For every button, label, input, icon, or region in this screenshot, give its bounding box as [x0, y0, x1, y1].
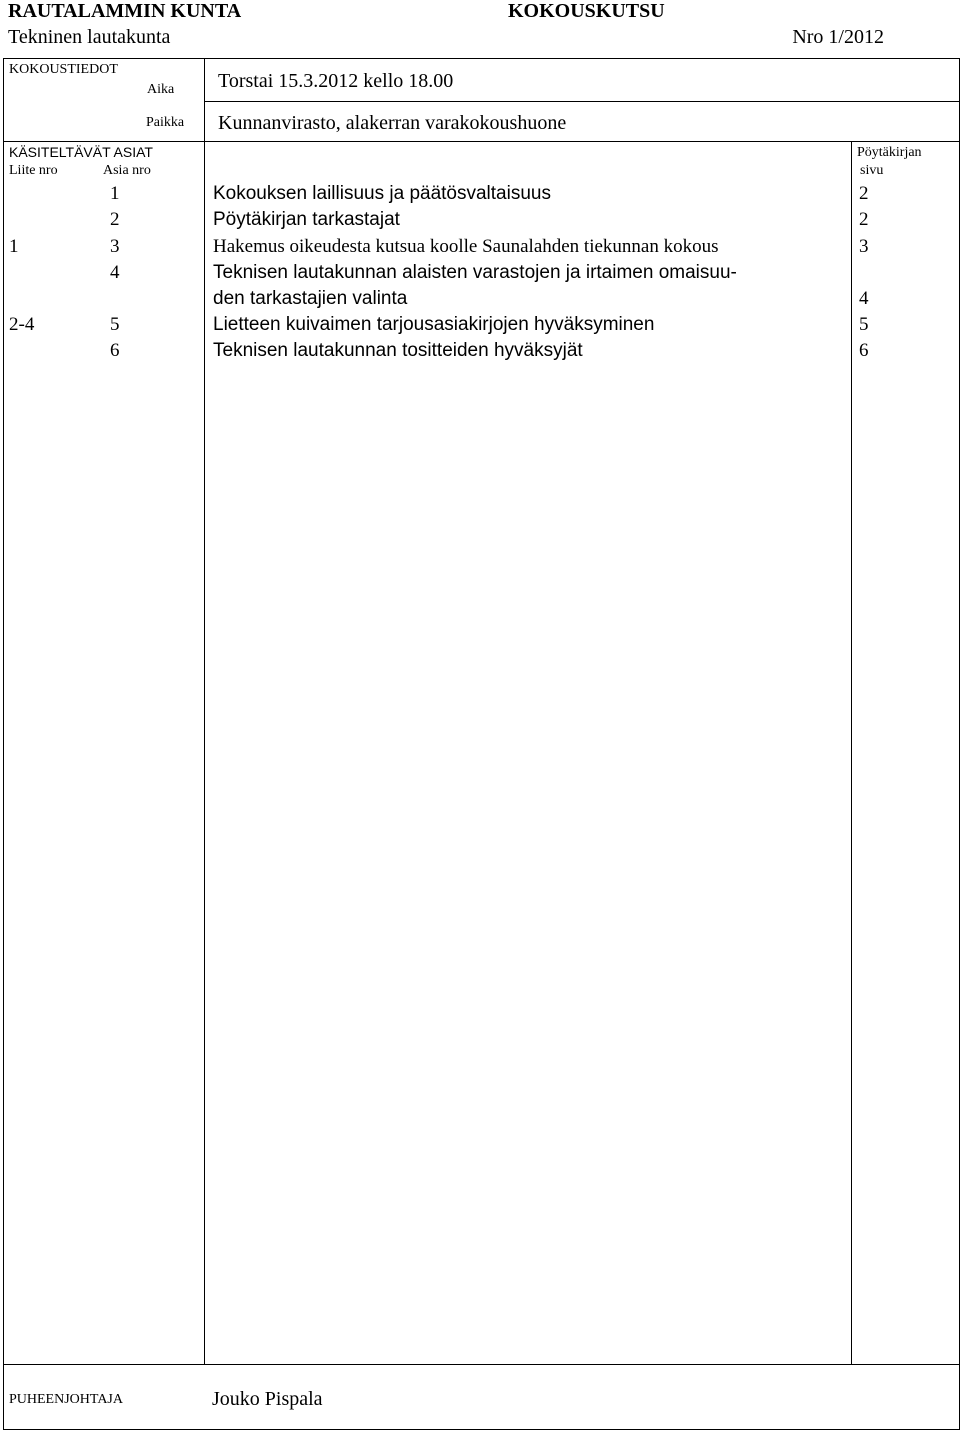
meeting-info-label: KOKOUSTIEDOT: [9, 62, 118, 77]
document-type: KOKOUSKUTSU: [508, 0, 665, 22]
agenda-item-page: 3: [859, 236, 869, 257]
agenda-item-number: 4: [110, 262, 120, 283]
frame-top-border: [3, 58, 960, 59]
agenda-item-title: Pöytäkirjan tarkastajat: [213, 209, 400, 230]
agenda-item-number: 3: [110, 236, 120, 257]
agenda-item-number: 5: [110, 314, 120, 335]
item-column-header: Asia nro: [103, 163, 151, 178]
agenda-item-title: Teknisen lautakunnan alaisten varastojen ja irtaimen omaisuu-: [213, 262, 737, 283]
column-divider-left: [204, 58, 205, 1364]
agenda-item-number: 2: [110, 209, 120, 230]
agenda-item-title-continued: den tarkastajien valinta: [213, 288, 408, 309]
page-column-header-line2: sivu: [860, 163, 884, 178]
info-section-divider: [3, 141, 960, 142]
agenda-item-title: Lietteen kuivaimen tarjousasiakirjojen hyväksyminen: [213, 314, 655, 335]
board-name: Tekninen lautakunta: [8, 26, 171, 48]
chair-name: Jouko Pispala: [212, 1388, 323, 1410]
agenda-item-page: 5: [859, 314, 869, 335]
time-row-divider: [204, 101, 960, 102]
agenda-item-page: 6: [859, 340, 869, 361]
place-value: Kunnanvirasto, alakerran varakokoushuone: [218, 112, 567, 134]
agenda-item-page: 4: [859, 288, 869, 309]
attachment-column-header: Liite nro: [9, 163, 58, 178]
agenda-item-attachment: 1: [9, 236, 19, 257]
meeting-number: Nro 1/2012: [792, 26, 884, 48]
agenda-item-title: Kokouksen laillisuus ja päätösvaltaisuus: [213, 183, 551, 204]
column-divider-right: [851, 141, 852, 1364]
time-label: Aika: [147, 82, 175, 97]
agenda-item-number: 6: [110, 340, 120, 361]
place-label: Paikka: [146, 115, 185, 130]
footer-divider: [3, 1364, 960, 1365]
frame-left-border: [3, 58, 4, 1430]
agenda-item-page: 2: [859, 183, 869, 204]
page-column-header-line1: Pöytäkirjan: [857, 145, 922, 160]
frame-bottom-border: [3, 1429, 960, 1430]
municipality-name: RAUTALAMMIN KUNTA: [8, 0, 242, 22]
chair-label: PUHEENJOHTAJA: [9, 1392, 123, 1407]
agenda-item-number: 1: [110, 183, 120, 204]
agenda-item-page: 2: [859, 209, 869, 230]
agenda-item-title: Hakemus oikeudesta kutsua koolle Saunalahden tiekunnan kokous: [213, 236, 719, 257]
agenda-item-attachment: 2-4: [9, 314, 35, 335]
time-value: Torstai 15.3.2012 kello 18.00: [218, 70, 454, 92]
agenda-section-label: KÄSITELTÄVÄT ASIAT: [9, 144, 153, 160]
agenda-item-title: Teknisen lautakunnan tositteiden hyväksyjät: [213, 340, 583, 361]
